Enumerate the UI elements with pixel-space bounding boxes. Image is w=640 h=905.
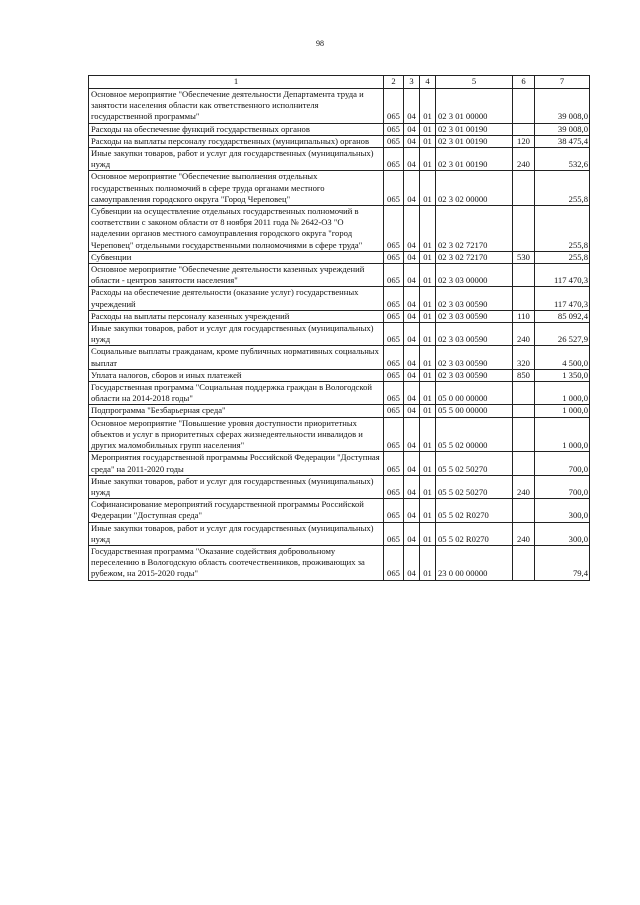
row-subsection-cell: 01	[420, 123, 436, 135]
row-amount-cell: 39 008,0	[535, 123, 590, 135]
row-name-cell: Иные закупки товаров, работ и услуг для государственных (муниципальных) нужд	[89, 522, 384, 545]
row-grbs-cell: 065	[384, 251, 404, 263]
row-subsection-cell: 01	[420, 287, 436, 310]
row-name-cell: Уплата налогов, сборов и иных платежей	[89, 369, 384, 381]
row-subsection-cell: 01	[420, 206, 436, 252]
row-grbs-cell: 065	[384, 475, 404, 498]
row-amount-cell: 255,8	[535, 251, 590, 263]
row-expense-type-cell	[513, 545, 535, 580]
row-name-cell: Основное мероприятие "Обеспечение выполнения отдельных государственных полномочий в сфере труда органами местного самоуправления городского округа "Город Череповец"	[89, 171, 384, 206]
row-target-article-cell: 05 0 00 00000	[436, 382, 513, 405]
table-row	[89, 499, 590, 522]
row-section-cell: 04	[404, 251, 420, 263]
row-name-cell: Расходы на обеспечение деятельности (оказание услуг) государственных учреждений	[89, 287, 384, 310]
row-expense-type-cell	[513, 452, 535, 475]
row-section-cell: 04	[404, 346, 420, 369]
row-expense-type-cell	[513, 287, 535, 310]
row-expense-type-cell: 110	[513, 310, 535, 322]
row-subsection-cell: 01	[420, 346, 436, 369]
row-grbs-cell: 065	[384, 405, 404, 417]
row-target-article-cell: 23 0 00 00000	[436, 545, 513, 580]
row-name-cell: Мероприятия государственной программы Российской Федерации "Доступная среда" на 2011-2020 годы	[89, 452, 384, 475]
row-target-article-cell: 02 3 02 72170	[436, 206, 513, 252]
table-row	[89, 171, 590, 206]
header-cell: 5	[436, 76, 513, 89]
row-grbs-cell: 065	[384, 171, 404, 206]
row-subsection-cell: 01	[420, 135, 436, 147]
row-section-cell: 04	[404, 135, 420, 147]
row-subsection-cell: 01	[420, 522, 436, 545]
row-subsection-cell: 01	[420, 323, 436, 346]
row-section-cell: 04	[404, 206, 420, 252]
row-grbs-cell: 065	[384, 417, 404, 452]
row-grbs-cell: 065	[384, 264, 404, 287]
row-section-cell: 04	[404, 264, 420, 287]
table-row	[89, 346, 590, 369]
table-row	[89, 452, 590, 475]
row-section-cell: 04	[404, 323, 420, 346]
row-expense-type-cell: 240	[513, 323, 535, 346]
row-grbs-cell: 065	[384, 369, 404, 381]
row-target-article-cell: 05 5 02 R0270	[436, 499, 513, 522]
row-amount-cell: 4 500,0	[535, 346, 590, 369]
row-name-cell: Основное мероприятие "Обеспечение деятельности Департамента труда и занятости населения области как ответственного исполнителя государственной программы"	[89, 89, 384, 124]
row-grbs-cell: 065	[384, 452, 404, 475]
row-grbs-cell: 065	[384, 499, 404, 522]
row-section-cell: 04	[404, 545, 420, 580]
row-name-cell: Иные закупки товаров, работ и услуг для государственных (муниципальных) нужд	[89, 323, 384, 346]
row-target-article-cell: 02 3 03 00590	[436, 310, 513, 322]
row-section-cell: 04	[404, 382, 420, 405]
row-amount-cell: 38 475,4	[535, 135, 590, 147]
row-section-cell: 04	[404, 287, 420, 310]
row-expense-type-cell: 530	[513, 251, 535, 263]
budget-table	[88, 75, 590, 581]
table-row	[89, 417, 590, 452]
row-section-cell: 04	[404, 89, 420, 124]
row-subsection-cell: 01	[420, 89, 436, 124]
row-name-cell: Государственная программа "Социальная поддержка граждан в Вологодской области на 2014-2018 годы"	[89, 382, 384, 405]
row-expense-type-cell	[513, 382, 535, 405]
table-row	[89, 148, 590, 171]
row-grbs-cell: 065	[384, 310, 404, 322]
table-row	[89, 405, 590, 417]
row-subsection-cell: 01	[420, 452, 436, 475]
row-expense-type-cell: 320	[513, 346, 535, 369]
row-target-article-cell: 02 3 03 00590	[436, 287, 513, 310]
row-subsection-cell: 01	[420, 171, 436, 206]
row-target-article-cell: 02 3 01 00190	[436, 123, 513, 135]
row-grbs-cell: 065	[384, 382, 404, 405]
header-cell: 1	[89, 76, 384, 89]
row-name-cell: Софинансирование мероприятий государственной программы Российской Федерации "Доступная среда"	[89, 499, 384, 522]
row-section-cell: 04	[404, 369, 420, 381]
row-expense-type-cell: 850	[513, 369, 535, 381]
row-name-cell: Подпрограмма "Безбарьерная среда"	[89, 405, 384, 417]
row-amount-cell: 1 000,0	[535, 417, 590, 452]
row-grbs-cell: 065	[384, 287, 404, 310]
row-amount-cell: 26 527,9	[535, 323, 590, 346]
page-number: 98	[316, 39, 324, 48]
header-cell: 2	[384, 76, 404, 89]
header-cell: 4	[420, 76, 436, 89]
row-expense-type-cell	[513, 171, 535, 206]
row-expense-type-cell	[513, 499, 535, 522]
table-row	[89, 545, 590, 580]
row-section-cell: 04	[404, 171, 420, 206]
row-name-cell: Иные закупки товаров, работ и услуг для государственных (муниципальных) нужд	[89, 148, 384, 171]
row-target-article-cell: 05 5 02 R0270	[436, 522, 513, 545]
row-grbs-cell: 065	[384, 148, 404, 171]
row-grbs-cell: 065	[384, 206, 404, 252]
row-grbs-cell: 065	[384, 135, 404, 147]
row-expense-type-cell: 240	[513, 522, 535, 545]
table-row	[89, 251, 590, 263]
table-row	[89, 264, 590, 287]
row-amount-cell: 39 008,0	[535, 89, 590, 124]
row-expense-type-cell	[513, 417, 535, 452]
row-section-cell: 04	[404, 499, 420, 522]
row-subsection-cell: 01	[420, 264, 436, 287]
table-row	[89, 135, 590, 147]
row-expense-type-cell	[513, 264, 535, 287]
row-target-article-cell: 02 3 01 00000	[436, 89, 513, 124]
row-amount-cell: 532,6	[535, 148, 590, 171]
row-grbs-cell: 065	[384, 123, 404, 135]
row-name-cell: Основное мероприятие "Повышение уровня доступности приоритетных объектов и услуг в приоритетных сферах жизнедеятельности инвалидов и других маломобильных групп населения"	[89, 417, 384, 452]
row-amount-cell: 1 000,0	[535, 405, 590, 417]
row-name-cell: Расходы на обеспечение функций государственных органов	[89, 123, 384, 135]
header-row	[89, 76, 590, 89]
row-target-article-cell: 02 3 03 00590	[436, 346, 513, 369]
header-cell: 3	[404, 76, 420, 89]
row-section-cell: 04	[404, 452, 420, 475]
row-subsection-cell: 01	[420, 148, 436, 171]
row-amount-cell: 700,0	[535, 475, 590, 498]
table-row	[89, 369, 590, 381]
row-subsection-cell: 01	[420, 405, 436, 417]
row-amount-cell: 255,8	[535, 171, 590, 206]
row-expense-type-cell	[513, 123, 535, 135]
row-target-article-cell: 02 3 03 00590	[436, 369, 513, 381]
row-amount-cell: 85 092,4	[535, 310, 590, 322]
row-section-cell: 04	[404, 417, 420, 452]
row-subsection-cell: 01	[420, 545, 436, 580]
row-target-article-cell: 02 3 03 00000	[436, 264, 513, 287]
row-grbs-cell: 065	[384, 323, 404, 346]
table-row	[89, 323, 590, 346]
table-row	[89, 123, 590, 135]
row-amount-cell: 300,0	[535, 499, 590, 522]
row-target-article-cell: 02 3 02 72170	[436, 251, 513, 263]
row-target-article-cell: 02 3 02 00000	[436, 171, 513, 206]
header-cell: 7	[535, 76, 590, 89]
row-target-article-cell: 02 3 01 00190	[436, 135, 513, 147]
row-name-cell: Государственная программа "Оказание содействия добровольному переселению в Вологодскую область соотечественников, проживающих за рубежом, на 2015-2020 годы"	[89, 545, 384, 580]
row-expense-type-cell: 240	[513, 475, 535, 498]
table-row	[89, 206, 590, 252]
row-name-cell: Иные закупки товаров, работ и услуг для государственных (муниципальных) нужд	[89, 475, 384, 498]
row-expense-type-cell: 240	[513, 148, 535, 171]
row-name-cell: Расходы на выплаты персоналу казенных учреждений	[89, 310, 384, 322]
row-subsection-cell: 01	[420, 310, 436, 322]
row-amount-cell: 300,0	[535, 522, 590, 545]
row-name-cell: Расходы на выплаты персоналу государственных (муниципальных) органов	[89, 135, 384, 147]
row-grbs-cell: 065	[384, 545, 404, 580]
header-cell: 6	[513, 76, 535, 89]
row-amount-cell: 1 350,0	[535, 369, 590, 381]
row-amount-cell: 700,0	[535, 452, 590, 475]
row-target-article-cell: 05 5 02 00000	[436, 417, 513, 452]
table-row	[89, 287, 590, 310]
table-row	[89, 89, 590, 124]
row-subsection-cell: 01	[420, 499, 436, 522]
row-section-cell: 04	[404, 148, 420, 171]
row-name-cell: Социальные выплаты гражданам, кроме публичных нормативных социальных выплат	[89, 346, 384, 369]
row-target-article-cell: 02 3 01 00190	[436, 148, 513, 171]
row-subsection-cell: 01	[420, 251, 436, 263]
row-target-article-cell: 05 5 00 00000	[436, 405, 513, 417]
row-target-article-cell: 02 3 03 00590	[436, 323, 513, 346]
row-subsection-cell: 01	[420, 382, 436, 405]
row-expense-type-cell	[513, 89, 535, 124]
row-name-cell: Основное мероприятие "Обеспечение деятельности казенных учреждений области - центров занятости населения"	[89, 264, 384, 287]
row-amount-cell: 255,8	[535, 206, 590, 252]
table-row	[89, 522, 590, 545]
row-expense-type-cell	[513, 206, 535, 252]
table-row	[89, 310, 590, 322]
row-section-cell: 04	[404, 475, 420, 498]
row-subsection-cell: 01	[420, 475, 436, 498]
row-expense-type-cell	[513, 405, 535, 417]
row-expense-type-cell: 120	[513, 135, 535, 147]
row-subsection-cell: 01	[420, 369, 436, 381]
table-row	[89, 382, 590, 405]
row-subsection-cell: 01	[420, 417, 436, 452]
table-row	[89, 475, 590, 498]
row-name-cell: Субвенции	[89, 251, 384, 263]
row-amount-cell: 1 000,0	[535, 382, 590, 405]
row-section-cell: 04	[404, 522, 420, 545]
row-grbs-cell: 065	[384, 89, 404, 124]
row-target-article-cell: 05 5 02 50270	[436, 475, 513, 498]
row-target-article-cell: 05 5 02 50270	[436, 452, 513, 475]
row-amount-cell: 79,4	[535, 545, 590, 580]
row-section-cell: 04	[404, 123, 420, 135]
row-name-cell: Субвенции на осуществление отдельных государственных полномочий в соответствии с законом области от 8 ноября 2011 года № 2642-ОЗ "О наделении органов местного самоуправления городского округа "город Череповец" отдельными государственными полномочиями в сфере труда"	[89, 206, 384, 252]
row-amount-cell: 117 470,3	[535, 264, 590, 287]
row-section-cell: 04	[404, 405, 420, 417]
row-section-cell: 04	[404, 310, 420, 322]
row-grbs-cell: 065	[384, 346, 404, 369]
row-grbs-cell: 065	[384, 522, 404, 545]
row-amount-cell: 117 470,3	[535, 287, 590, 310]
